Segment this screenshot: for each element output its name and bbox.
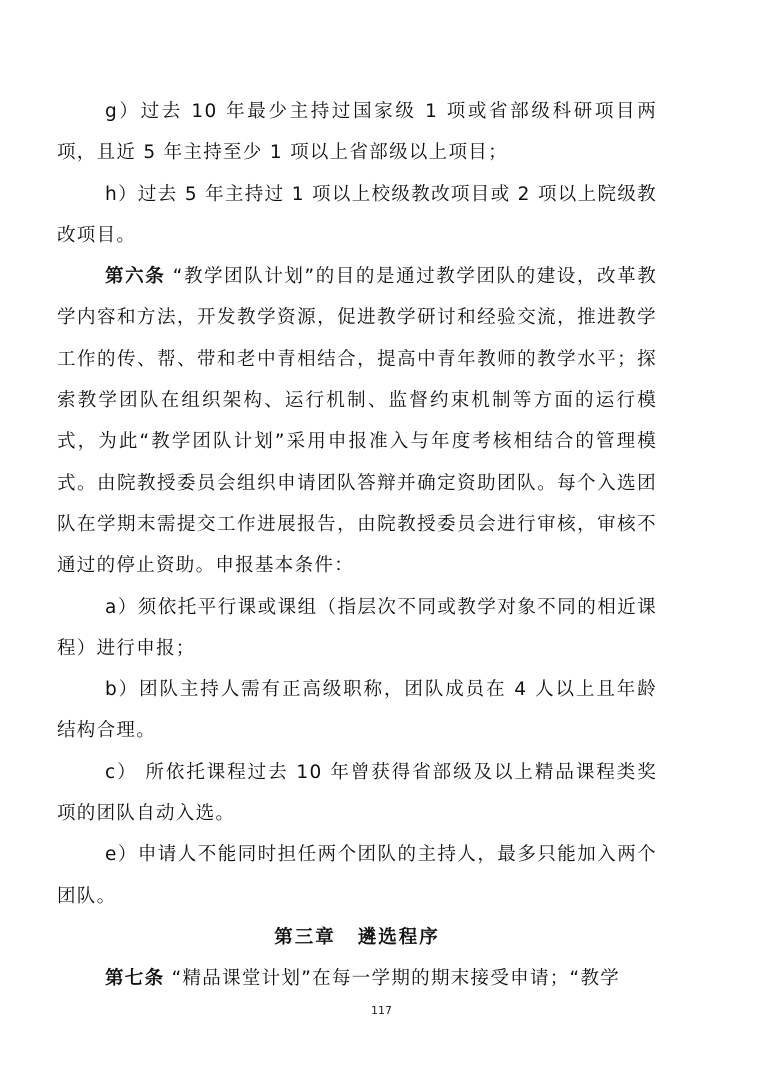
condition-a-text: a）须依托平行课或课组（指层次不同或教学对象不同的相近课程）进行申报； xyxy=(57,596,657,659)
condition-e-text: e）申请人不能同时担任两个团队的主持人，最多只能加入两个团队。 xyxy=(57,844,657,907)
condition-b-text: b）团队主持人需有正高级职称，团队成员在 4 人以上且年龄结构合理。 xyxy=(57,679,657,742)
condition-c-text: c） 所依托课程过去 10 年曾获得省部级及以上精品课程类奖项的团队自动入选。 xyxy=(57,761,657,825)
article-6-text: “教学团队计划”的目的是通过教学团队的建设，改革教学内容和方法，开发教学资源，促进教学研讨和经验交流，推进教学工作的传、帮、带和老中青相结合，提高中青年教师的教学水平；探索教学团队在组织架构、运行机制、监督约束机制等方面的运行模式，为此“教学团队计划”采用申报准入与年度考核相结合的管理模式。由院教授委员会组织申请团队答辩并确定资助团队。每个入选团队在学期末需提交工作进展报告，由院教授委员会进行审核，审核不通过的停止资助。申报基本条件： xyxy=(57,266,657,577)
condition-a xyxy=(57,587,657,670)
page-number: 117 xyxy=(371,1004,392,1017)
chapter-title: 遴选程序 xyxy=(357,926,440,948)
article-6 xyxy=(57,256,657,586)
clause-h xyxy=(57,174,657,257)
clause-h-text: h）过去 5 年主持过 1 项以上校级教改项目或 2 项以上院级教改项目。 xyxy=(57,183,657,246)
clause-g xyxy=(57,91,657,174)
article-7-heading: 第七条 xyxy=(105,968,165,990)
page-body xyxy=(57,91,657,1000)
condition-c xyxy=(57,752,657,835)
chapter-number: 第三章 xyxy=(274,926,336,948)
clause-g-text: g）过去 10 年最少主持过国家级 1 项或省部级科研项目两项，且近 5 年主持至少 1 项以上省部级以上项目； xyxy=(57,101,657,164)
article-7 xyxy=(57,958,657,999)
condition-e xyxy=(57,834,657,917)
condition-b xyxy=(57,669,657,752)
article-6-heading: 第六条 xyxy=(105,266,166,288)
chapter-heading xyxy=(57,917,657,958)
article-7-text: “精品课堂计划”在每一学期的期末接受申请；“教学 xyxy=(164,968,621,990)
